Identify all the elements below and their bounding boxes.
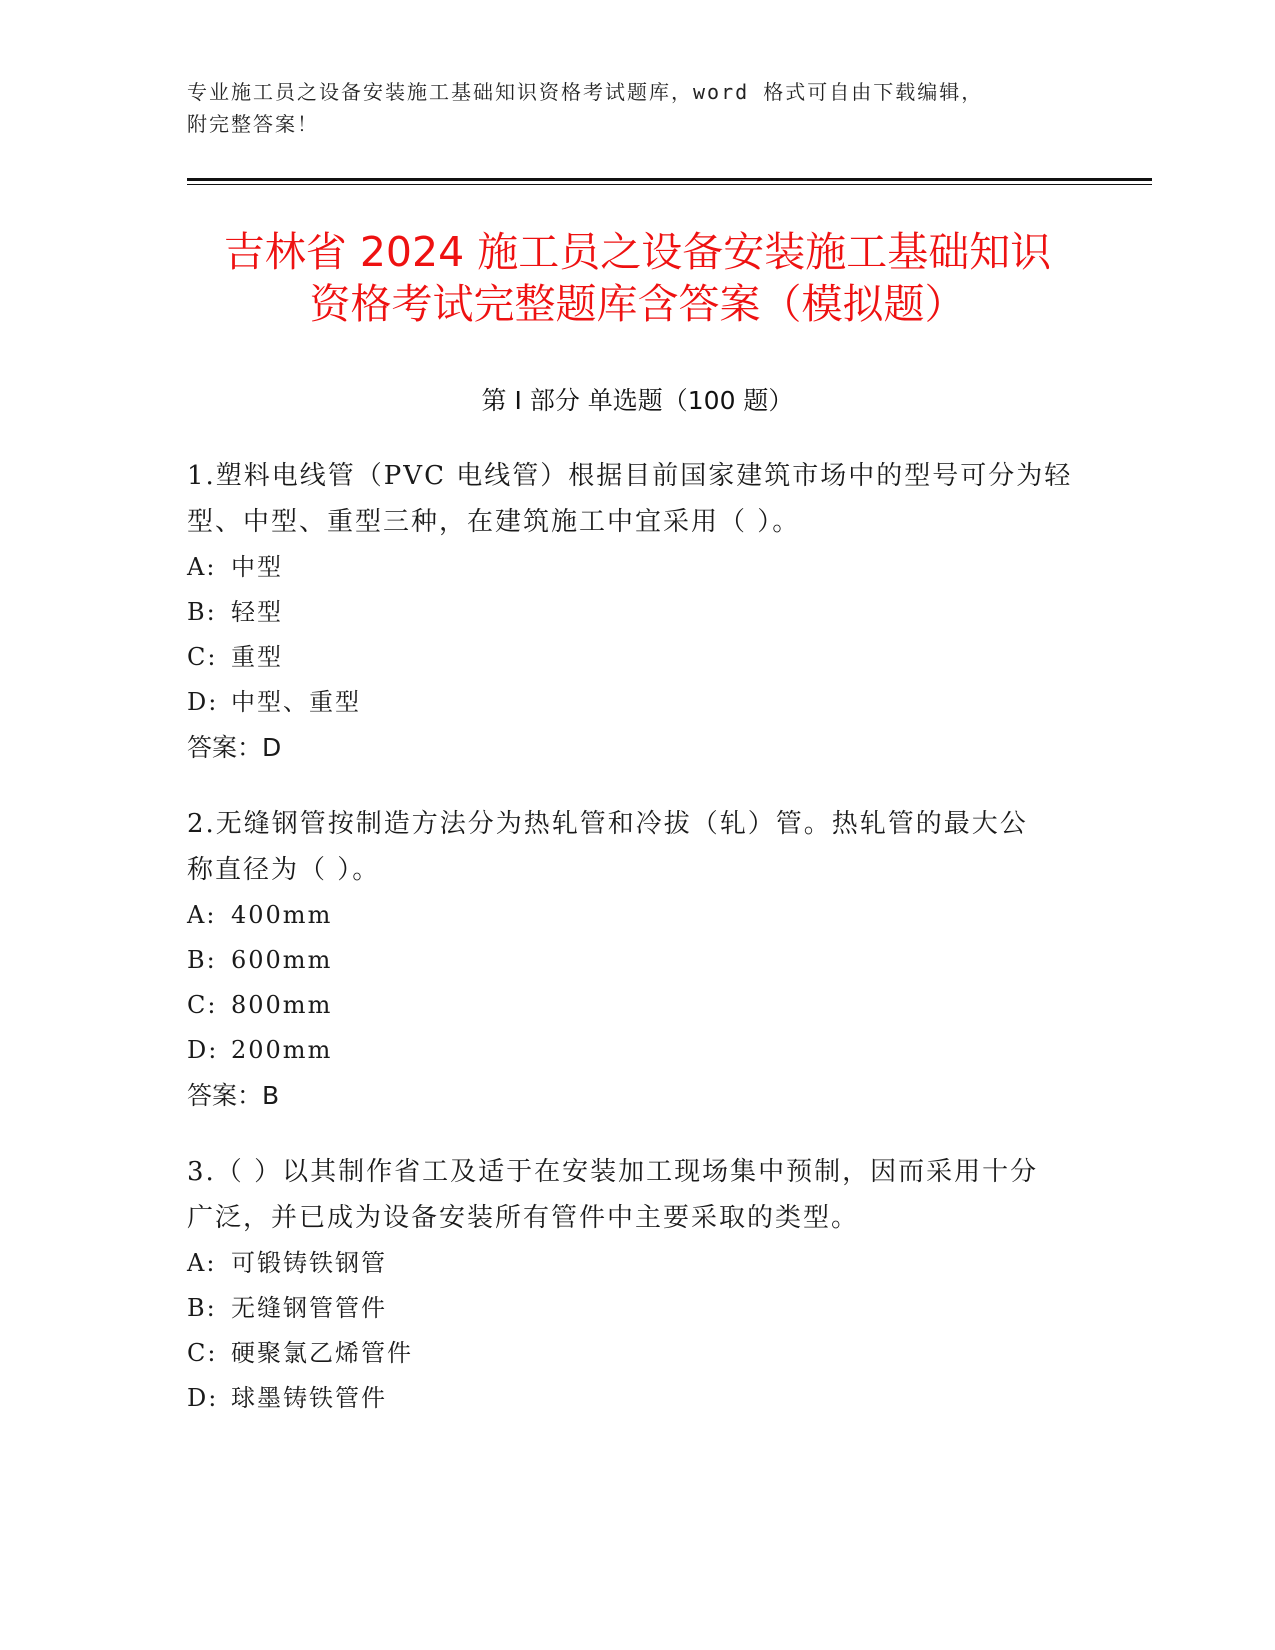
- option-letter: B:: [187, 598, 217, 626]
- option-text: 无缝钢管管件: [231, 1294, 387, 1322]
- option-c: [187, 1331, 1087, 1376]
- answer: 答案：D: [187, 733, 282, 762]
- option-letter: B:: [187, 946, 217, 974]
- document-title-line: 吉林省 2024 施工员之设备安装施工基础知识: [223, 228, 1052, 276]
- option-d: [187, 1376, 1087, 1421]
- question-stem: 3.（ ）以其制作省工及适于在安装加工现场集中预制，因而采用十分: [187, 1157, 1039, 1187]
- question-stem: 型、中型、重型三种，在建筑施工中宜采用（ ）。: [187, 507, 801, 537]
- option-letter: B:: [187, 1294, 217, 1322]
- option-letter: A:: [187, 901, 217, 929]
- option-c: [187, 983, 1087, 1028]
- option-letter: D:: [187, 1036, 219, 1064]
- option-text: 200mm: [231, 1036, 333, 1064]
- option-text: 重型: [231, 643, 283, 671]
- header-rule-thin: [187, 184, 1152, 185]
- option-letter: C:: [187, 643, 218, 671]
- option-text: 800mm: [231, 991, 333, 1019]
- option-text: 球墨铸铁管件: [231, 1384, 387, 1412]
- option-d: [187, 1028, 1087, 1073]
- option-c: [187, 635, 1087, 680]
- option-letter: D:: [187, 688, 219, 716]
- option-a: [187, 545, 1087, 590]
- question-stem: 2.无缝钢管按制造方法分为热轧管和冷拔（轧）管。热轧管的最大公: [187, 809, 1028, 839]
- question-stem: 称直径为（ ）。: [187, 855, 381, 885]
- option-letter: A:: [187, 1249, 217, 1277]
- option-letter: C:: [187, 1339, 218, 1367]
- option-text: 轻型: [231, 598, 283, 626]
- header-note: [187, 76, 1067, 140]
- option-text: 可锻铸铁钢管: [231, 1249, 387, 1277]
- question-1: [187, 453, 1087, 770]
- header-rule-thick: [187, 178, 1152, 181]
- option-text: 400mm: [231, 901, 333, 929]
- option-text: 中型、重型: [231, 688, 361, 716]
- option-d: [187, 680, 1087, 725]
- option-a: [187, 1241, 1087, 1286]
- question-2: [187, 801, 1087, 1118]
- question-3: [187, 1149, 1087, 1421]
- option-letter: C:: [187, 991, 218, 1019]
- option-b: [187, 590, 1087, 635]
- section-title: 第 I 部分 单选题（100 题）: [481, 386, 794, 415]
- option-text: 中型: [231, 553, 283, 581]
- option-b: [187, 1286, 1087, 1331]
- option-text: 硬聚氯乙烯管件: [231, 1339, 413, 1367]
- header-note-line: 附完整答案！: [187, 112, 319, 136]
- question-stem: 1.塑料电线管（PVC 电线管）根据目前国家建筑市场中的型号可分为轻: [187, 461, 1073, 491]
- option-a: [187, 893, 1087, 938]
- answer: 答案：B: [187, 1081, 280, 1110]
- option-text: 600mm: [231, 946, 333, 974]
- option-b: [187, 938, 1087, 983]
- option-letter: D:: [187, 1384, 219, 1412]
- option-letter: A:: [187, 553, 217, 581]
- header-note-line: 专业施工员之设备安装施工基础知识资格考试题库，word 格式可自由下载编辑，: [187, 80, 984, 104]
- document-title: [150, 226, 1125, 330]
- question-stem: 广泛，并已成为设备安装所有管件中主要采取的类型。: [187, 1203, 860, 1233]
- document-title-line: 资格考试完整题库含答案（模拟题）: [309, 280, 966, 328]
